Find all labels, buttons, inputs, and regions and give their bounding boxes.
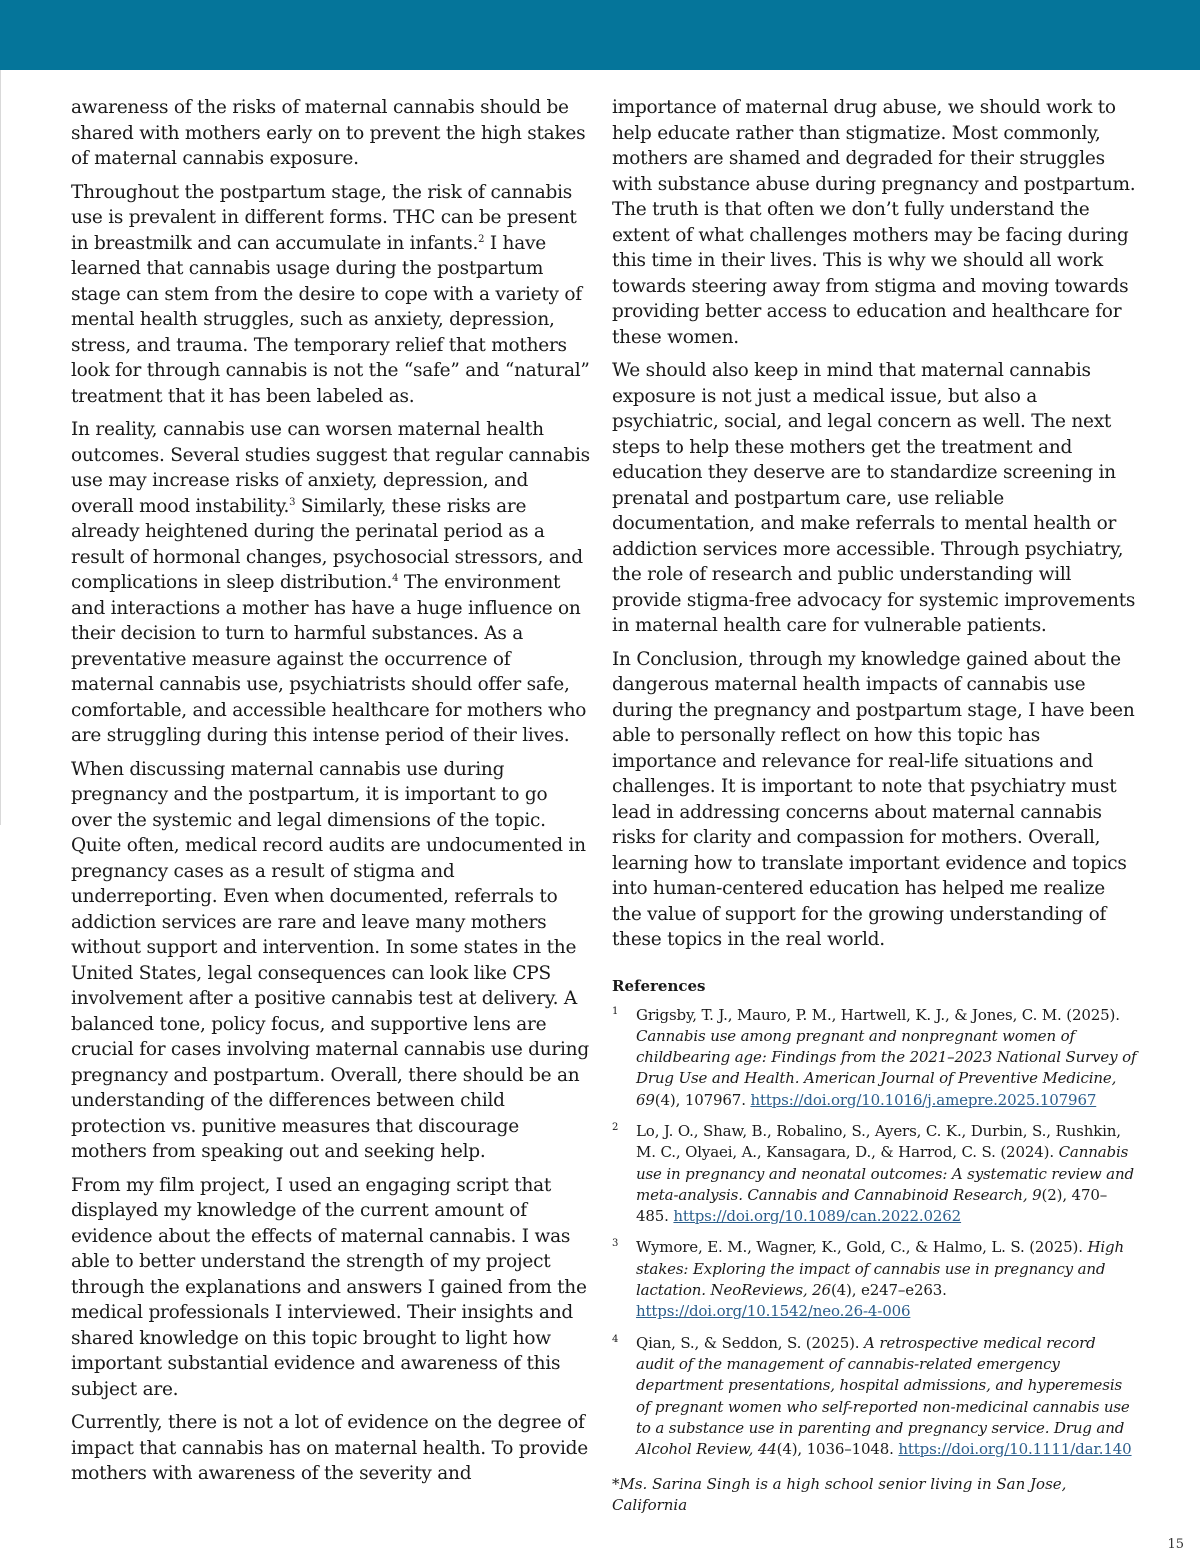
reference-details: (2), 470–485. (636, 1185, 1108, 1226)
paragraph-text: The environment and interactions a mother has have a huge influence on their decision to turn to harmful substances. As a preventative measure against the occurrence of maternal cannabis use, psychiatrists should offer safe, comfortable, and accessible healthcare for mothers who are struggling during this intense period of their lives. (71, 572, 587, 746)
paragraph-text: Similarly, these risks are already heightened during the perinatal period as a result of hormonal changes, psychosocial stressors, and complications in sleep distribution. (71, 495, 583, 593)
reference-details: (4), 107967. (654, 1090, 751, 1109)
reference-doi-link[interactable]: https://doi.org/10.1016/j.amepre.2025.107967 (750, 1090, 1097, 1109)
reference-title: Cannabis use in pregnancy and neonatal outcomes: A systematic review and meta-analysis. Cannabis and Cannabinoid Research, 9 (636, 1143, 1134, 1204)
reference-authors: Qian, S., & Seddon, S. (2025). (636, 1333, 865, 1352)
citation-marker[interactable]: 3 (289, 496, 296, 508)
reference-authors: Lo, J. O., Shaw, B., Robalino, S., Ayers, C. K., Durbin, S., Rushkin, M. C., Olyaei, A., Kansagara, D., & Harrod, C. S. (2024). (636, 1121, 1121, 1162)
references-heading: References (612, 976, 706, 995)
author-bio: *Ms. Sarina Singh is a high school senior living in San Jose, California (612, 1475, 1067, 1515)
header-bar (0, 0, 1200, 70)
left-margin-rule (0, 70, 1, 825)
reference-authors: Grigsby, T. J., Mauro, P. M., Hartwell, K. J., & Jones, C. M. (2025). (636, 1005, 1120, 1024)
reference-title: A retrospective medical record audit of the management of cannabis-related emergency department presentations, hospital admissions, and hyperemesis of pregnant women who self-reported non-medicinal cannabis use to a substance use in parenting and pregnancy service. Drug and Alcohol Review, 44 (636, 1333, 1130, 1459)
reference-item (612, 1333, 1137, 1461)
reference-number: 1 (612, 1005, 619, 1017)
paragraph-text: In reality, cannabis use can worsen maternal health outcomes. Several studies suggest that regular cannabis use may increase risks of anxiety, depression, and overall mood instability. (71, 419, 590, 517)
page-number: 15 (1167, 1537, 1184, 1552)
reference-doi-link[interactable]: https://doi.org/10.1089/can.2022.0262 (673, 1207, 962, 1226)
left-column (71, 95, 591, 1495)
paragraph: Currently, there is not a lot of evidence on the degree of impact that cannabis has on maternal health. To provide mothers with awareness of the severity and (71, 1412, 588, 1484)
paragraph-text: I have learned that cannabis usage during the postpartum stage can stem from the desire to cope with a variety of mental health struggles, such as anxiety, depression, stress, and trauma. The temporary relief that mothers look for through cannabis is not the “safe” and “natural” treatment that it has been labeled as. (71, 232, 590, 407)
citation-marker[interactable]: 2 (478, 233, 485, 245)
reference-number: 4 (612, 1333, 619, 1345)
paragraph: When discussing maternal cannabis use during pregnancy and the postpartum, it is important to go over the systemic and legal dimensions of the topic. Quite often, medical record audits are undocumented in pregnancy cases as a result of stigma and underreporting. Even when documented, referrals to addiction services are rare and leave many mothers without support and intervention. In some states in the United States, legal consequences can look like CPS involvement after a positive cannabis test at delivery. A balanced tone, policy focus, and supportive lens are crucial for cases involving maternal cannabis use during pregnancy and postpartum. Overall, there should be an understanding of the differences between child protection vs. punitive measures that discourage mothers from speaking out and seeking help. (71, 758, 589, 1162)
reference-number: 3 (612, 1238, 619, 1250)
paragraph: awareness of the risks of maternal cannabis should be shared with mothers early on to prevent the high stakes of maternal cannabis exposure. (71, 97, 586, 169)
reference-title: Cannabis use among pregnant and nonpregnant women of childbearing age: Findings from the 2021–2023 National Survey of Drug Use and Health. American Journal of Preventive Medicine, 69 (636, 1026, 1137, 1109)
reference-doi-link[interactable]: https://doi.org/10.1111/dar.140 (898, 1440, 1132, 1459)
reference-authors: Wymore, E. M., Wagner, K., Gold, C., & Halmo, L. S. (2025). (636, 1238, 1088, 1257)
reference-details: (4), 1036–1048. (776, 1440, 899, 1459)
reference-number: 2 (612, 1121, 619, 1133)
paragraph-text: Throughout the postpartum stage, the risk of cannabis use is prevalent in different forms. THC can be present in breastmilk and can accumulate in infants. (71, 181, 577, 254)
paragraph (71, 180, 591, 410)
citation-marker[interactable]: 4 (392, 573, 399, 584)
reference-item (612, 1005, 1137, 1111)
reference-item (612, 1121, 1137, 1227)
paragraph (71, 417, 591, 749)
reference-item (612, 1237, 1137, 1322)
reference-details: (4), e247–e263. (830, 1281, 947, 1300)
paragraph: We should also keep in mind that maternal cannabis exposure is not just a medical issue, but also a psychiatric, social, and legal concern as well. The next steps to help these mothers get the treatment and education they deserve are to standardize screening in prenatal and postpartum care, use reliable documentation, and make referrals to mental health or addiction services more accessible. Through psychiatry, the role of research and public understanding will provide stigma-free advocacy for systemic improvements in maternal health care for vulnerable patients. (612, 360, 1136, 636)
reference-title: High stakes: Exploring the impact of cannabis use in pregnancy and lactation. NeoReviews, 26 (636, 1238, 1124, 1300)
paragraph: In Conclusion, through my knowledge gained about the dangerous maternal health impacts of cannabis use during the pregnancy and postpartum stage, I have been able to personally reflect on how this topic has importance and relevance for real-life situations and challenges. It is important to note that psychiatry must lead in addressing concerns about maternal cannabis risks for clarity and compassion for mothers. Overall, learning how to translate important evidence and topics into human-centered education has helped me realize the value of support for the growing understanding of these topics in the real world. (612, 648, 1135, 950)
paragraph: importance of maternal drug abuse, we should work to help educate rather than stigmatize. Most commonly, mothers are shamed and degraded for their struggles with substance abuse during pregnancy and postpartum. The truth is that often we don’t fully understand the extent of what challenges mothers may be facing during this time in their lives. This is why we should all work towards steering away from stigma and moving towards providing better access to education and healthcare for these women. (612, 97, 1136, 348)
paragraph: From my film project, I used an engaging script that displayed my knowledge of the current amount of evidence about the effects of maternal cannabis. I was able to better understand the strength of my project through the explanations and answers I gained from the medical professionals I interviewed. Their insights and shared knowledge on this topic brought to light how important substantial evidence and awareness of this subject are. (71, 1174, 587, 1400)
reference-doi-link[interactable]: https://doi.org/10.1542/neo.26-4-006 (636, 1302, 911, 1321)
right-column (612, 95, 1137, 1516)
